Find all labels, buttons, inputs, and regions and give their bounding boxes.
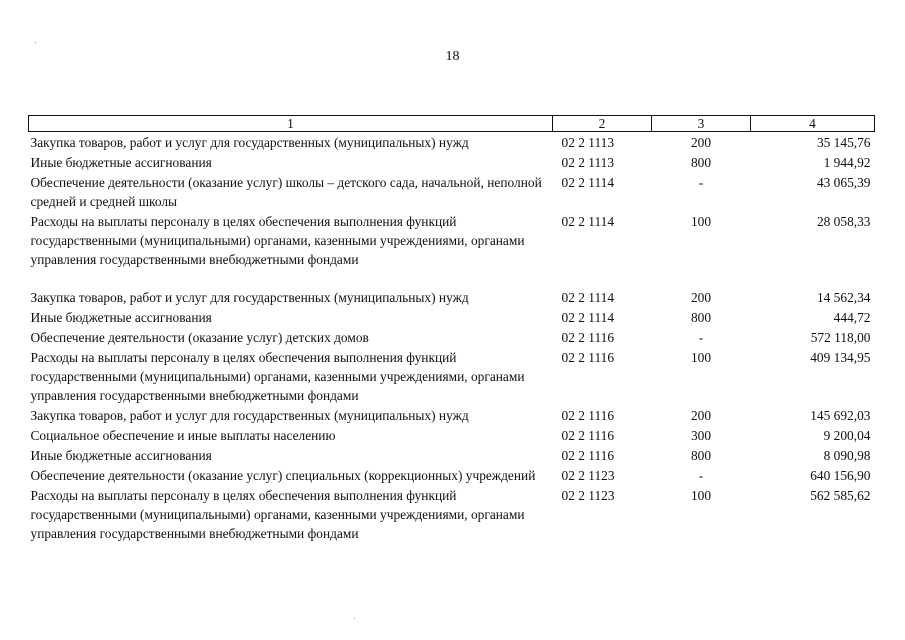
row-type-cell: - bbox=[698, 468, 704, 483]
row-type-cell: 200 bbox=[690, 408, 712, 423]
row-code-cell: 02 2 1114 bbox=[561, 290, 615, 305]
scan-speck bbox=[354, 618, 355, 619]
row-amount-cell: 562 585,62 bbox=[810, 488, 871, 503]
row-type-cell: 200 bbox=[690, 290, 712, 305]
row-code-cell: 02 2 1116 bbox=[561, 408, 615, 423]
table-row bbox=[29, 287, 875, 307]
row-code-cell: 02 2 1123 bbox=[561, 468, 615, 483]
row-code-cell: 02 2 1123 bbox=[561, 488, 615, 503]
row-code-cell: 02 2 1114 bbox=[561, 310, 615, 325]
row-amount-cell: 444,72 bbox=[833, 310, 871, 325]
scan-speck bbox=[35, 42, 36, 43]
row-amount-cell: 14 562,34 bbox=[816, 290, 871, 305]
table-row bbox=[29, 132, 875, 153]
row-name-cell: Иные бюджетные ассигнования bbox=[30, 155, 212, 170]
table-row bbox=[29, 327, 875, 347]
row-amount-cell: 8 090,98 bbox=[823, 448, 871, 463]
row-code-cell: 02 2 1114 bbox=[561, 214, 615, 229]
table-row bbox=[29, 445, 875, 465]
row-name-cell: Иные бюджетные ассигнования bbox=[30, 310, 212, 325]
row-code-cell: 02 2 1116 bbox=[561, 330, 615, 345]
table-row bbox=[29, 172, 875, 211]
table-row bbox=[29, 152, 875, 172]
row-type-cell: 800 bbox=[690, 310, 712, 325]
table-row bbox=[29, 307, 875, 327]
row-name-cell: Обеспечение деятельности (оказание услуг) специальных (коррекционных) учреждений bbox=[30, 468, 536, 483]
row-type-cell: 200 bbox=[690, 135, 712, 150]
row-code-cell: 02 2 1113 bbox=[561, 135, 615, 150]
row-name-cell: Закупка товаров, работ и услуг для государственных (муниципальных) нужд bbox=[30, 135, 469, 150]
row-amount-cell: 35 145,76 bbox=[816, 135, 871, 150]
row-type-cell: 800 bbox=[690, 448, 712, 463]
table-row bbox=[29, 405, 875, 425]
row-name-cell: Обеспечение деятельности (оказание услуг) школы – детского сада, начальной, неполной средней и средней школы bbox=[30, 175, 542, 209]
column-header-code: 2 bbox=[553, 116, 652, 132]
column-header-name: 1 bbox=[29, 116, 553, 132]
row-amount-cell: 1 944,92 bbox=[823, 155, 871, 170]
table-row bbox=[29, 465, 875, 485]
row-name-cell: Иные бюджетные ассигнования bbox=[30, 448, 212, 463]
row-type-cell: 800 bbox=[690, 155, 712, 170]
row-amount-cell: 640 156,90 bbox=[810, 468, 871, 483]
row-type-cell: - bbox=[698, 175, 704, 190]
row-name-cell: Закупка товаров, работ и услуг для государственных (муниципальных) нужд bbox=[30, 290, 469, 305]
row-amount-cell: 9 200,04 bbox=[823, 428, 871, 443]
table-row bbox=[29, 485, 875, 543]
row-name-cell: Закупка товаров, работ и услуг для государственных (муниципальных) нужд bbox=[30, 408, 469, 423]
row-name-cell: Расходы на выплаты персоналу в целях обеспечения выполнения функций государственными (муниципальными) органами, казенными учреждениями, органами управления государственными внебюджетными фондами bbox=[30, 350, 525, 403]
row-code-cell: 02 2 1116 bbox=[561, 428, 615, 443]
row-amount-cell: 28 058,33 bbox=[816, 214, 871, 229]
row-name-cell: Обеспечение деятельности (оказание услуг) детских домов bbox=[30, 330, 369, 345]
column-header-amount: 4 bbox=[751, 116, 875, 132]
table-row bbox=[29, 425, 875, 445]
row-type-cell: 300 bbox=[690, 428, 712, 443]
row-name-cell: Социальное обеспечение и иные выплаты населению bbox=[30, 428, 336, 443]
table-body bbox=[29, 132, 875, 544]
header-row bbox=[29, 116, 875, 132]
row-type-cell: 100 bbox=[690, 488, 712, 503]
row-code-cell: 02 2 1116 bbox=[561, 350, 615, 365]
row-code-cell: 02 2 1113 bbox=[561, 155, 615, 170]
row-type-cell: 100 bbox=[690, 214, 712, 229]
table-row bbox=[29, 211, 875, 287]
row-type-cell: - bbox=[698, 330, 704, 345]
row-code-cell: 02 2 1114 bbox=[561, 175, 615, 190]
page-number: 18 bbox=[445, 49, 460, 64]
row-amount-cell: 43 065,39 bbox=[816, 175, 871, 190]
column-header-type: 3 bbox=[652, 116, 751, 132]
row-name-cell: Расходы на выплаты персоналу в целях обеспечения выполнения функций государственными (муниципальными) органами, казенными учреждениями, органами управления государственными внебюджетными фондами bbox=[30, 488, 525, 541]
row-name-cell: Расходы на выплаты персоналу в целях обеспечения выполнения функций государственными (муниципальными) органами, казенными учреждениями, органами управления государственными внебюджетными фондами bbox=[30, 214, 525, 267]
row-amount-cell: 145 692,03 bbox=[810, 408, 871, 423]
budget-table bbox=[28, 115, 875, 543]
row-code-cell: 02 2 1116 bbox=[561, 448, 615, 463]
row-type-cell: 100 bbox=[690, 350, 712, 365]
row-amount-cell: 572 118,00 bbox=[810, 330, 871, 345]
table-row bbox=[29, 347, 875, 405]
row-amount-cell: 409 134,95 bbox=[810, 350, 871, 365]
